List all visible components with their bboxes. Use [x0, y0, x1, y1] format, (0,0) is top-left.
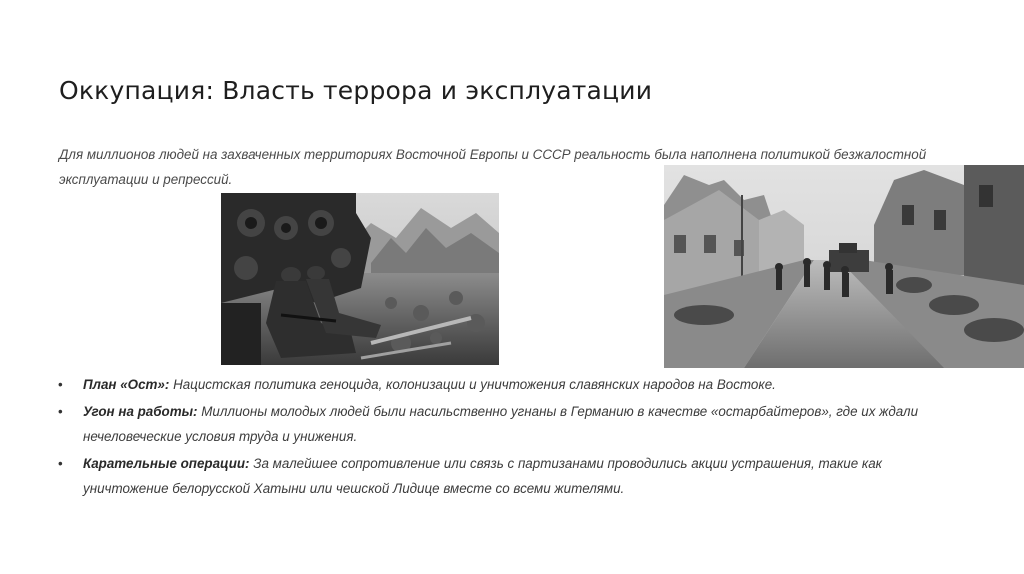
bullet-term: Угон на работы: — [83, 404, 198, 419]
bullet-dot-icon: • — [58, 456, 63, 471]
bullet-text: Нацистская политика геноцида, колонизации и уничтожения славянских народов на Востоке. — [169, 377, 776, 392]
war-photo-soldiers-by-tank — [221, 193, 499, 365]
bullet-text: За малейшее сопротивление или связь с партизанами проводились акции устрашения, такие как уничтожение белорусской Хатыни или чешской Лидице вместе со всеми жителями. — [83, 456, 882, 496]
bullet-term: План «Ост»: — [83, 377, 170, 392]
bullet-term: Карательные операции: — [83, 456, 250, 471]
war-photo-ruined-village-street — [664, 165, 1024, 368]
bullet-dot-icon: • — [58, 377, 63, 392]
bullet-item-plan-ost — [58, 372, 958, 397]
bullet-list — [58, 372, 958, 503]
intro-paragraph: Для миллионов людей на захваченных территориях Восточной Европы и СССР реальность была наполнена политикой безжалостной эксплуатации и репрессий. — [59, 147, 927, 187]
bullet-item-forced-labor — [58, 399, 958, 449]
bullet-dot-icon: • — [58, 404, 63, 419]
bullet-text: Миллионы молодых людей были насильственно угнаны в Германию в качестве «остарбайтеров», где их ждали нечеловеческие условия труда и унижения. — [83, 404, 919, 444]
slide-title: Оккупация: Власть террора и эксплуатации — [59, 76, 653, 105]
bullet-item-punitive-operations — [58, 451, 958, 501]
